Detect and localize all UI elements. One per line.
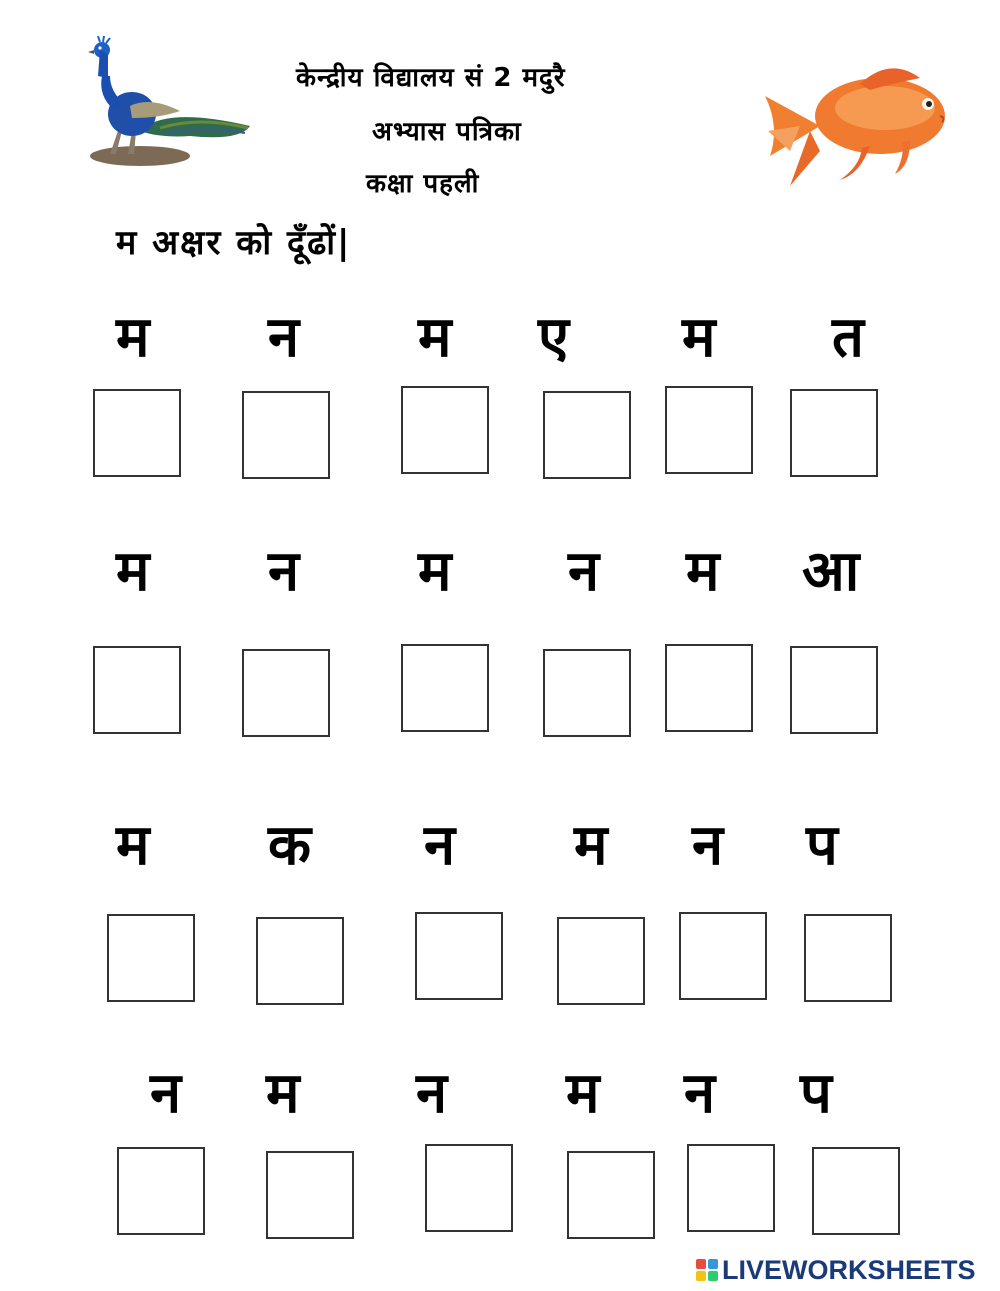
letter-r2-c6: आ: [802, 539, 860, 604]
answer-box-r2-c4[interactable]: [543, 649, 631, 737]
answer-box-r2-c6[interactable]: [790, 646, 878, 734]
logo-square-red: [696, 1259, 706, 1269]
letter-r2-c3: म: [418, 539, 452, 604]
answer-box-r2-c1[interactable]: [93, 646, 181, 734]
answer-box-r1-c5[interactable]: [665, 386, 753, 474]
letter-r4-c6: प: [800, 1061, 832, 1126]
logo-square-green: [708, 1271, 718, 1281]
liveworksheets-logo: [696, 1253, 976, 1287]
answer-box-r2-c2[interactable]: [242, 649, 330, 737]
answer-box-r4-c3[interactable]: [425, 1144, 513, 1232]
letter-r3-c2: क: [268, 813, 312, 878]
letter-r4-c2: म: [266, 1061, 300, 1126]
logo-text: LIVEWORKSHEETS: [722, 1254, 976, 1285]
answer-box-r4-c5[interactable]: [687, 1144, 775, 1232]
answer-box-r1-c1[interactable]: [93, 389, 181, 477]
answer-box-r4-c4[interactable]: [567, 1151, 655, 1239]
peacock-image: [70, 36, 255, 171]
answer-box-r3-c2[interactable]: [256, 917, 344, 1005]
answer-box-r2-c3[interactable]: [401, 644, 489, 732]
letter-r2-c1: म: [116, 539, 150, 604]
letter-r1-c4: ए: [538, 305, 569, 370]
letter-r1-c2: न: [268, 305, 300, 370]
letter-r3-c1: म: [116, 813, 150, 878]
logo-square-yellow: [696, 1271, 706, 1281]
answer-box-r4-c2[interactable]: [266, 1151, 354, 1239]
worksheet-title: अभ्यास पत्रिका: [372, 117, 522, 147]
letter-r4-c4: म: [566, 1061, 600, 1126]
answer-box-r4-c1[interactable]: [117, 1147, 205, 1235]
logo-mark-icon: [696, 1259, 718, 1281]
letter-r4-c3: न: [416, 1061, 448, 1126]
answer-box-r1-c2[interactable]: [242, 391, 330, 479]
letter-r4-c5: न: [684, 1061, 716, 1126]
letter-r2-c2: न: [268, 539, 300, 604]
letter-r2-c5: म: [686, 539, 720, 604]
instruction-text: म अक्षर को दूँढों|: [116, 223, 352, 263]
goldfish-image: [760, 56, 950, 196]
answer-box-r2-c5[interactable]: [665, 644, 753, 732]
letter-r1-c1: म: [116, 305, 150, 370]
letter-r1-c3: म: [418, 305, 452, 370]
letter-r2-c4: न: [568, 539, 600, 604]
answer-box-r4-c6[interactable]: [812, 1147, 900, 1235]
answer-box-r3-c4[interactable]: [557, 917, 645, 1005]
answer-box-r3-c6[interactable]: [804, 914, 892, 1002]
answer-box-r1-c4[interactable]: [543, 391, 631, 479]
school-name: केन्द्रीय विद्यालय सं 2 मदुरै: [296, 63, 566, 93]
letter-r3-c6: प: [806, 813, 838, 878]
answer-box-r1-c3[interactable]: [401, 386, 489, 474]
letter-r1-c5: म: [682, 305, 716, 370]
logo-square-blue: [708, 1259, 718, 1269]
letter-r3-c4: म: [574, 813, 608, 878]
class-label: कक्षा पहली: [366, 169, 480, 199]
letter-r4-c1: न: [150, 1061, 182, 1126]
letter-r3-c3: न: [424, 813, 456, 878]
letter-r1-c6: त: [832, 305, 864, 370]
answer-box-r3-c1[interactable]: [107, 914, 195, 1002]
answer-box-r1-c6[interactable]: [790, 389, 878, 477]
answer-box-r3-c5[interactable]: [679, 912, 767, 1000]
letter-r3-c5: न: [692, 813, 724, 878]
answer-box-r3-c3[interactable]: [415, 912, 503, 1000]
